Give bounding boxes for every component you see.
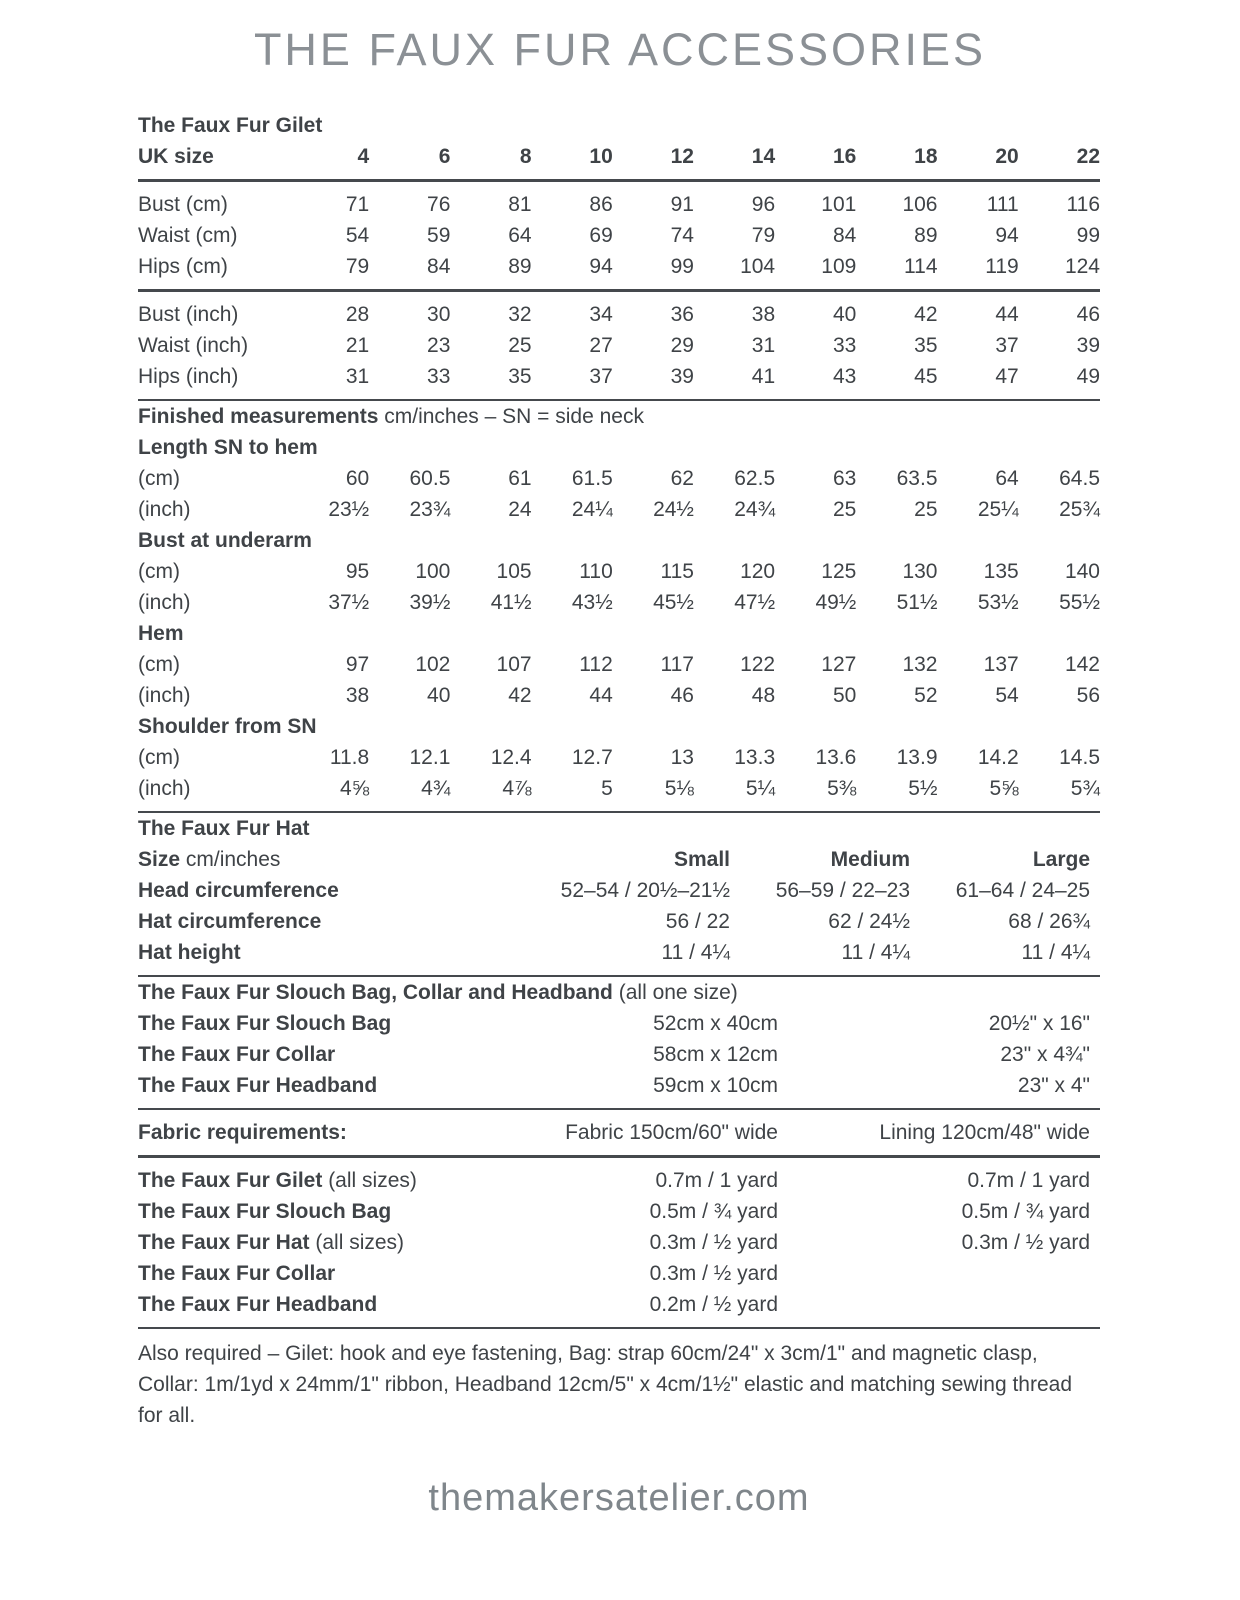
row-label: (inch): [138, 591, 191, 614]
table-cell: 81: [508, 193, 532, 216]
one-size-table: [138, 977, 1100, 1110]
table-cell: 96: [751, 193, 776, 216]
table-cell: 5⅜: [827, 777, 857, 800]
table-cell: 49½: [815, 591, 857, 614]
hat-size-table: [138, 813, 1100, 977]
fabric-row-label-rest: (all sizes): [322, 1169, 417, 1192]
table-row: [138, 1110, 1100, 1157]
table-row: [138, 1258, 1100, 1289]
row-label: (cm): [138, 746, 180, 769]
table-cell: 130: [902, 560, 938, 583]
size-label-rest: cm/inches: [180, 848, 281, 871]
row-label: (inch): [138, 684, 191, 707]
table-cell: 31: [751, 334, 776, 357]
table-cell: 4⅝: [339, 777, 370, 800]
table-cell: 39: [1076, 334, 1100, 357]
table-cell: 106: [902, 193, 938, 216]
row-label: [138, 1258, 478, 1289]
table-cell: 56: [1076, 684, 1100, 707]
table-row: [138, 875, 1100, 906]
table-cell: 5¼: [745, 777, 776, 800]
table-cell: 79: [345, 255, 370, 278]
table-row: [138, 711, 1100, 742]
table-cell: 119: [985, 255, 1019, 278]
table-cell: 4¾: [421, 777, 451, 800]
table-cell: 12: [670, 145, 694, 168]
table-cell: 61: [508, 467, 532, 490]
row-label: UK size: [138, 145, 214, 168]
table-cell: 114: [904, 255, 938, 278]
row-label: Hips (cm): [138, 255, 228, 278]
table-row: [138, 618, 1100, 649]
table-cell: 13.9: [896, 746, 938, 769]
table-cell: 64.5: [1059, 467, 1100, 490]
table-cell: 68 / 26¾: [1008, 910, 1091, 933]
measurement-group-label: Bust at underarm: [138, 529, 312, 552]
table-row: [138, 556, 1100, 587]
fabric-row-label-bold: The Faux Fur Gilet: [138, 1169, 323, 1192]
row-label: [138, 1157, 478, 1197]
table-cell: 125: [821, 560, 857, 583]
one-size-heading-bold: The Faux Fur Slouch Bag, Collar and Headband: [138, 981, 613, 1004]
table-cell: 94: [995, 224, 1019, 247]
table-cell: 122: [740, 653, 776, 676]
fabric-requirements-table: [138, 1110, 1100, 1329]
table-cell: 12.4: [490, 746, 532, 769]
table-row: [138, 587, 1100, 618]
table-row: [138, 432, 1100, 463]
content-column: [138, 110, 1100, 1520]
table-cell: 11 / 4¼: [1021, 941, 1091, 964]
one-size-heading-rest: (all one size): [612, 981, 738, 1004]
row-label: [138, 1196, 478, 1227]
table-cell: 31: [345, 365, 370, 388]
table-row: [138, 1196, 1100, 1227]
fabric-row-label-bold: The Faux Fur Hat: [138, 1231, 310, 1254]
table-cell: 91: [670, 193, 694, 216]
table-row: [138, 813, 1100, 844]
table-cell: 89: [508, 255, 532, 278]
table-cell: 0.3m / ½ yard: [961, 1231, 1090, 1254]
table-cell: 44: [589, 684, 613, 707]
table-row: [138, 463, 1100, 494]
row-label: Bust (inch): [138, 303, 239, 326]
table-cell: 41: [751, 365, 776, 388]
row-label: (cm): [138, 467, 180, 490]
row-label: The Faux Fur Collar: [138, 1043, 336, 1066]
table-cell: 38: [345, 684, 370, 707]
row-label: Fabric requirements:: [138, 1121, 347, 1144]
table-cell: 116: [1066, 193, 1100, 216]
table-cell: 109: [821, 255, 857, 278]
table-cell: 43: [832, 365, 857, 388]
table-row: [138, 525, 1100, 556]
table-cell: 142: [1064, 653, 1100, 676]
fabric-row-label-bold: The Faux Fur Slouch Bag: [138, 1200, 392, 1223]
table-cell: 51½: [896, 591, 938, 614]
fabric-row-label-bold: The Faux Fur Headband: [138, 1293, 378, 1316]
finished-heading-bold: Finished measurements: [138, 405, 379, 428]
fabric-row-label-rest: (all sizes): [309, 1231, 405, 1254]
table-cell: 124: [1064, 255, 1100, 278]
table-row: [138, 742, 1100, 773]
table-cell: 102: [415, 653, 451, 676]
row-label: Waist (inch): [138, 334, 249, 357]
row-label: (inch): [138, 498, 191, 521]
table-row: [138, 773, 1100, 812]
table-row: [138, 680, 1100, 711]
table-cell: 64: [995, 467, 1019, 490]
table-cell: 0.7m / 1 yard: [967, 1169, 1090, 1192]
table-cell: 34: [589, 303, 613, 326]
table-cell: 64: [508, 224, 532, 247]
fabric-row-label-bold: The Faux Fur Collar: [138, 1262, 336, 1285]
table-cell: Fabric 150cm/60" wide: [565, 1121, 778, 1144]
page-title: THE FAUX FUR ACCESSORIES: [253, 24, 987, 75]
row-label: (cm): [138, 653, 180, 676]
table-cell: 48: [751, 684, 776, 707]
table-cell: 99: [670, 255, 694, 278]
table-cell: 45: [914, 365, 938, 388]
table-cell: 37: [589, 365, 613, 388]
table-cell: 117: [660, 653, 694, 676]
one-size-heading: [138, 977, 1100, 1008]
table-cell: 86: [589, 193, 613, 216]
table-row: [138, 906, 1100, 937]
table-cell: 60: [345, 467, 370, 490]
table-cell: 132: [902, 653, 938, 676]
table-cell: 120: [740, 560, 776, 583]
table-cell: 46: [1076, 303, 1100, 326]
table-cell: 42: [508, 684, 532, 707]
table-cell: 29: [670, 334, 694, 357]
table-cell: 38: [751, 303, 776, 326]
table-cell: 37: [995, 334, 1019, 357]
table-cell: 13.6: [815, 746, 857, 769]
table-cell: 37½: [328, 591, 370, 614]
table-row: [138, 400, 1100, 432]
table-cell: 24¾: [734, 498, 776, 521]
table-cell: 20: [995, 145, 1019, 168]
table-cell: 4: [357, 145, 370, 168]
table-cell: 30: [427, 303, 451, 326]
table-cell: 84: [427, 255, 451, 278]
table-cell: 59cm x 10cm: [653, 1074, 778, 1097]
table-row: [138, 1227, 1100, 1258]
table-cell: 0.2m / ½ yard: [649, 1293, 778, 1316]
table-cell: 60.5: [409, 467, 451, 490]
table-cell: 56–59 / 22–23: [775, 879, 910, 902]
table-cell: 62 / 24½: [828, 910, 910, 933]
table-cell: 112: [579, 653, 613, 676]
table-cell: 0.7m / 1 yard: [655, 1169, 778, 1192]
table-cell: 43½: [571, 591, 613, 614]
table-cell: 10: [589, 145, 613, 168]
table-cell: 115: [660, 560, 694, 583]
table-cell: 52cm x 40cm: [653, 1012, 778, 1035]
hat-heading: The Faux Fur Hat: [138, 817, 310, 840]
table-cell: 25¼: [977, 498, 1019, 521]
table-cell: 24½: [653, 498, 694, 521]
size-label-bold: Size: [138, 848, 181, 871]
table-cell: 79: [751, 224, 776, 247]
table-row: [138, 977, 1100, 1008]
table-cell: 25: [914, 498, 938, 521]
table-cell: 52: [914, 684, 938, 707]
table-cell: 53½: [977, 591, 1019, 614]
table-row: [138, 110, 1100, 141]
table-cell: 0.5m / ¾ yard: [961, 1200, 1090, 1223]
table-cell: 4⅞: [502, 777, 532, 800]
table-row: [138, 181, 1100, 221]
table-cell: 23" x 4¾": [1000, 1043, 1091, 1066]
table-cell: 69: [589, 224, 613, 247]
table-cell: 33: [427, 365, 451, 388]
table-cell: 74: [670, 224, 694, 247]
table-cell: 0.3m / ½ yard: [649, 1231, 778, 1254]
table-cell: 89: [914, 224, 938, 247]
table-cell: 84: [832, 224, 857, 247]
table-cell: 11 / 4¼: [661, 941, 730, 964]
row-label: Head circumference: [138, 879, 339, 902]
table-cell: 111: [986, 193, 1019, 216]
row-label: Hat circumference: [138, 910, 322, 933]
table-cell: 11 / 4¼: [841, 941, 910, 964]
row-label: (cm): [138, 560, 180, 583]
table-cell: 76: [427, 193, 451, 216]
table-cell: 101: [821, 193, 857, 216]
table-cell: 32: [508, 303, 532, 326]
table-cell: 58cm x 12cm: [653, 1043, 778, 1066]
table-cell: 99: [1076, 224, 1100, 247]
table-cell: 40: [427, 684, 451, 707]
table-row: [138, 1070, 1100, 1109]
row-label: [138, 1289, 478, 1328]
table-row: [138, 330, 1100, 361]
table-cell: 18: [914, 145, 938, 168]
table-row: [138, 1039, 1100, 1070]
table-cell: 63.5: [896, 467, 938, 490]
table-row: [138, 844, 1100, 875]
table-cell: 25¾: [1059, 498, 1100, 521]
table-cell: 5½: [908, 777, 938, 800]
table-row: [138, 291, 1100, 331]
table-row: [138, 141, 1100, 181]
table-row: [138, 251, 1100, 291]
table-cell: 25: [832, 498, 857, 521]
table-cell: 41½: [490, 591, 532, 614]
table-cell: 5⅛: [664, 777, 694, 800]
table-cell: 13: [670, 746, 694, 769]
table-cell: 27: [589, 334, 613, 357]
row-label: The Faux Fur Slouch Bag: [138, 1012, 392, 1035]
table-cell: 11.8: [329, 746, 370, 769]
table-cell: Medium: [830, 848, 910, 871]
table-cell: 71: [345, 193, 370, 216]
table-cell: 22: [1076, 145, 1100, 168]
row-label: (inch): [138, 777, 191, 800]
table-cell: 105: [496, 560, 532, 583]
table-cell: 16: [832, 145, 857, 168]
table-cell: Large: [1032, 848, 1091, 871]
gilet-heading: The Faux Fur Gilet: [138, 114, 323, 137]
table-cell: [778, 1258, 1100, 1289]
table-cell: 24¼: [571, 498, 613, 521]
table-cell: 46: [670, 684, 694, 707]
table-cell: [778, 1289, 1100, 1328]
row-label: The Faux Fur Headband: [138, 1074, 378, 1097]
table-cell: 12.1: [409, 746, 451, 769]
row-label: Waist (cm): [138, 224, 238, 247]
table-cell: 25: [508, 334, 532, 357]
table-cell: 110: [579, 560, 613, 583]
table-cell: 0.5m / ¾ yard: [649, 1200, 778, 1223]
row-label: [138, 1227, 478, 1258]
table-cell: 5⅝: [989, 777, 1019, 800]
table-row: [138, 361, 1100, 400]
table-cell: 23: [427, 334, 451, 357]
table-cell: 140: [1064, 560, 1100, 583]
table-cell: 47½: [734, 591, 776, 614]
table-cell: 63: [832, 467, 857, 490]
table-cell: 61–64 / 24–25: [955, 879, 1091, 902]
table-cell: 24: [508, 498, 532, 521]
finished-measurements-heading: [138, 400, 1100, 432]
website-footer: themakersatelier.com: [428, 1477, 810, 1519]
table-cell: 35: [508, 365, 532, 388]
table-cell: 52–54 / 20½–21½: [560, 879, 730, 902]
table-cell: 62: [670, 467, 694, 490]
table-row: [138, 1289, 1100, 1328]
table-cell: 104: [740, 255, 776, 278]
table-cell: 40: [832, 303, 857, 326]
table-cell: 100: [415, 560, 451, 583]
table-row: [138, 649, 1100, 680]
table-row: [138, 1157, 1100, 1197]
table-cell: 44: [995, 303, 1019, 326]
table-cell: 62.5: [734, 467, 776, 490]
table-cell: 50: [832, 684, 857, 707]
gilet-size-table: [138, 110, 1100, 813]
table-row: [138, 220, 1100, 251]
table-cell: 0.3m / ½ yard: [649, 1262, 778, 1285]
table-cell: 49: [1076, 365, 1100, 388]
table-row: [138, 937, 1100, 976]
table-cell: 61.5: [571, 467, 613, 490]
table-cell: 23¾: [409, 498, 451, 521]
table-cell: 36: [670, 303, 694, 326]
table-cell: 95: [345, 560, 370, 583]
table-cell: 14: [751, 145, 776, 168]
table-cell: Small: [673, 848, 730, 871]
table-cell: 8: [519, 145, 532, 168]
table-cell: 59: [427, 224, 451, 247]
table-cell: 39: [670, 365, 694, 388]
table-cell: 33: [832, 334, 857, 357]
row-label: Hat height: [138, 941, 241, 964]
table-cell: 56 / 22: [665, 910, 730, 933]
table-cell: 97: [345, 653, 370, 676]
table-cell: 5¾: [1070, 777, 1100, 800]
table-row: [138, 1008, 1100, 1039]
table-cell: 127: [821, 653, 857, 676]
table-cell: 23" x 4": [1017, 1074, 1091, 1097]
table-cell: 6: [438, 145, 451, 168]
table-cell: 14.2: [977, 746, 1019, 769]
table-row: [138, 494, 1100, 525]
table-cell: 21: [345, 334, 370, 357]
table-cell: 94: [589, 255, 613, 278]
table-cell: 45½: [653, 591, 694, 614]
table-cell: 39½: [409, 591, 451, 614]
table-cell: 13.3: [734, 746, 776, 769]
table-cell: Lining 120cm/48" wide: [879, 1121, 1090, 1144]
table-cell: 12.7: [571, 746, 613, 769]
measurement-group-label: Length SN to hem: [138, 436, 318, 459]
table-cell: 28: [345, 303, 370, 326]
table-cell: 5: [601, 777, 613, 800]
row-label: Bust (cm): [138, 193, 228, 216]
table-cell: 23½: [328, 498, 370, 521]
table-cell: 137: [983, 653, 1019, 676]
table-cell: 14.5: [1059, 746, 1100, 769]
table-cell: 47: [995, 365, 1019, 388]
finished-heading-rest: cm/inches – SN = side neck: [378, 405, 644, 428]
table-cell: 42: [914, 303, 938, 326]
table-cell: 107: [496, 653, 532, 676]
also-required-note: Also required – Gilet: hook and eye fastening, Bag: strap 60cm/24" x 3cm/1" and magnetic clasp, Collar: 1m/1yd x 24mm/1" ribbon, Headband 12cm/5" x 4cm/1½" elastic and matching sewing thread for all.: [138, 1342, 1072, 1427]
table-cell: 55½: [1059, 591, 1100, 614]
table-cell: 35: [914, 334, 938, 357]
measurement-group-label: Shoulder from SN: [138, 715, 317, 738]
table-cell: 20½" x 16": [988, 1012, 1091, 1035]
row-label: Hips (inch): [138, 365, 239, 388]
row-label: [138, 844, 508, 875]
table-cell: 54: [345, 224, 370, 247]
measurement-group-label: Hem: [138, 622, 184, 645]
table-cell: 135: [983, 560, 1019, 583]
table-cell: 54: [995, 684, 1019, 707]
